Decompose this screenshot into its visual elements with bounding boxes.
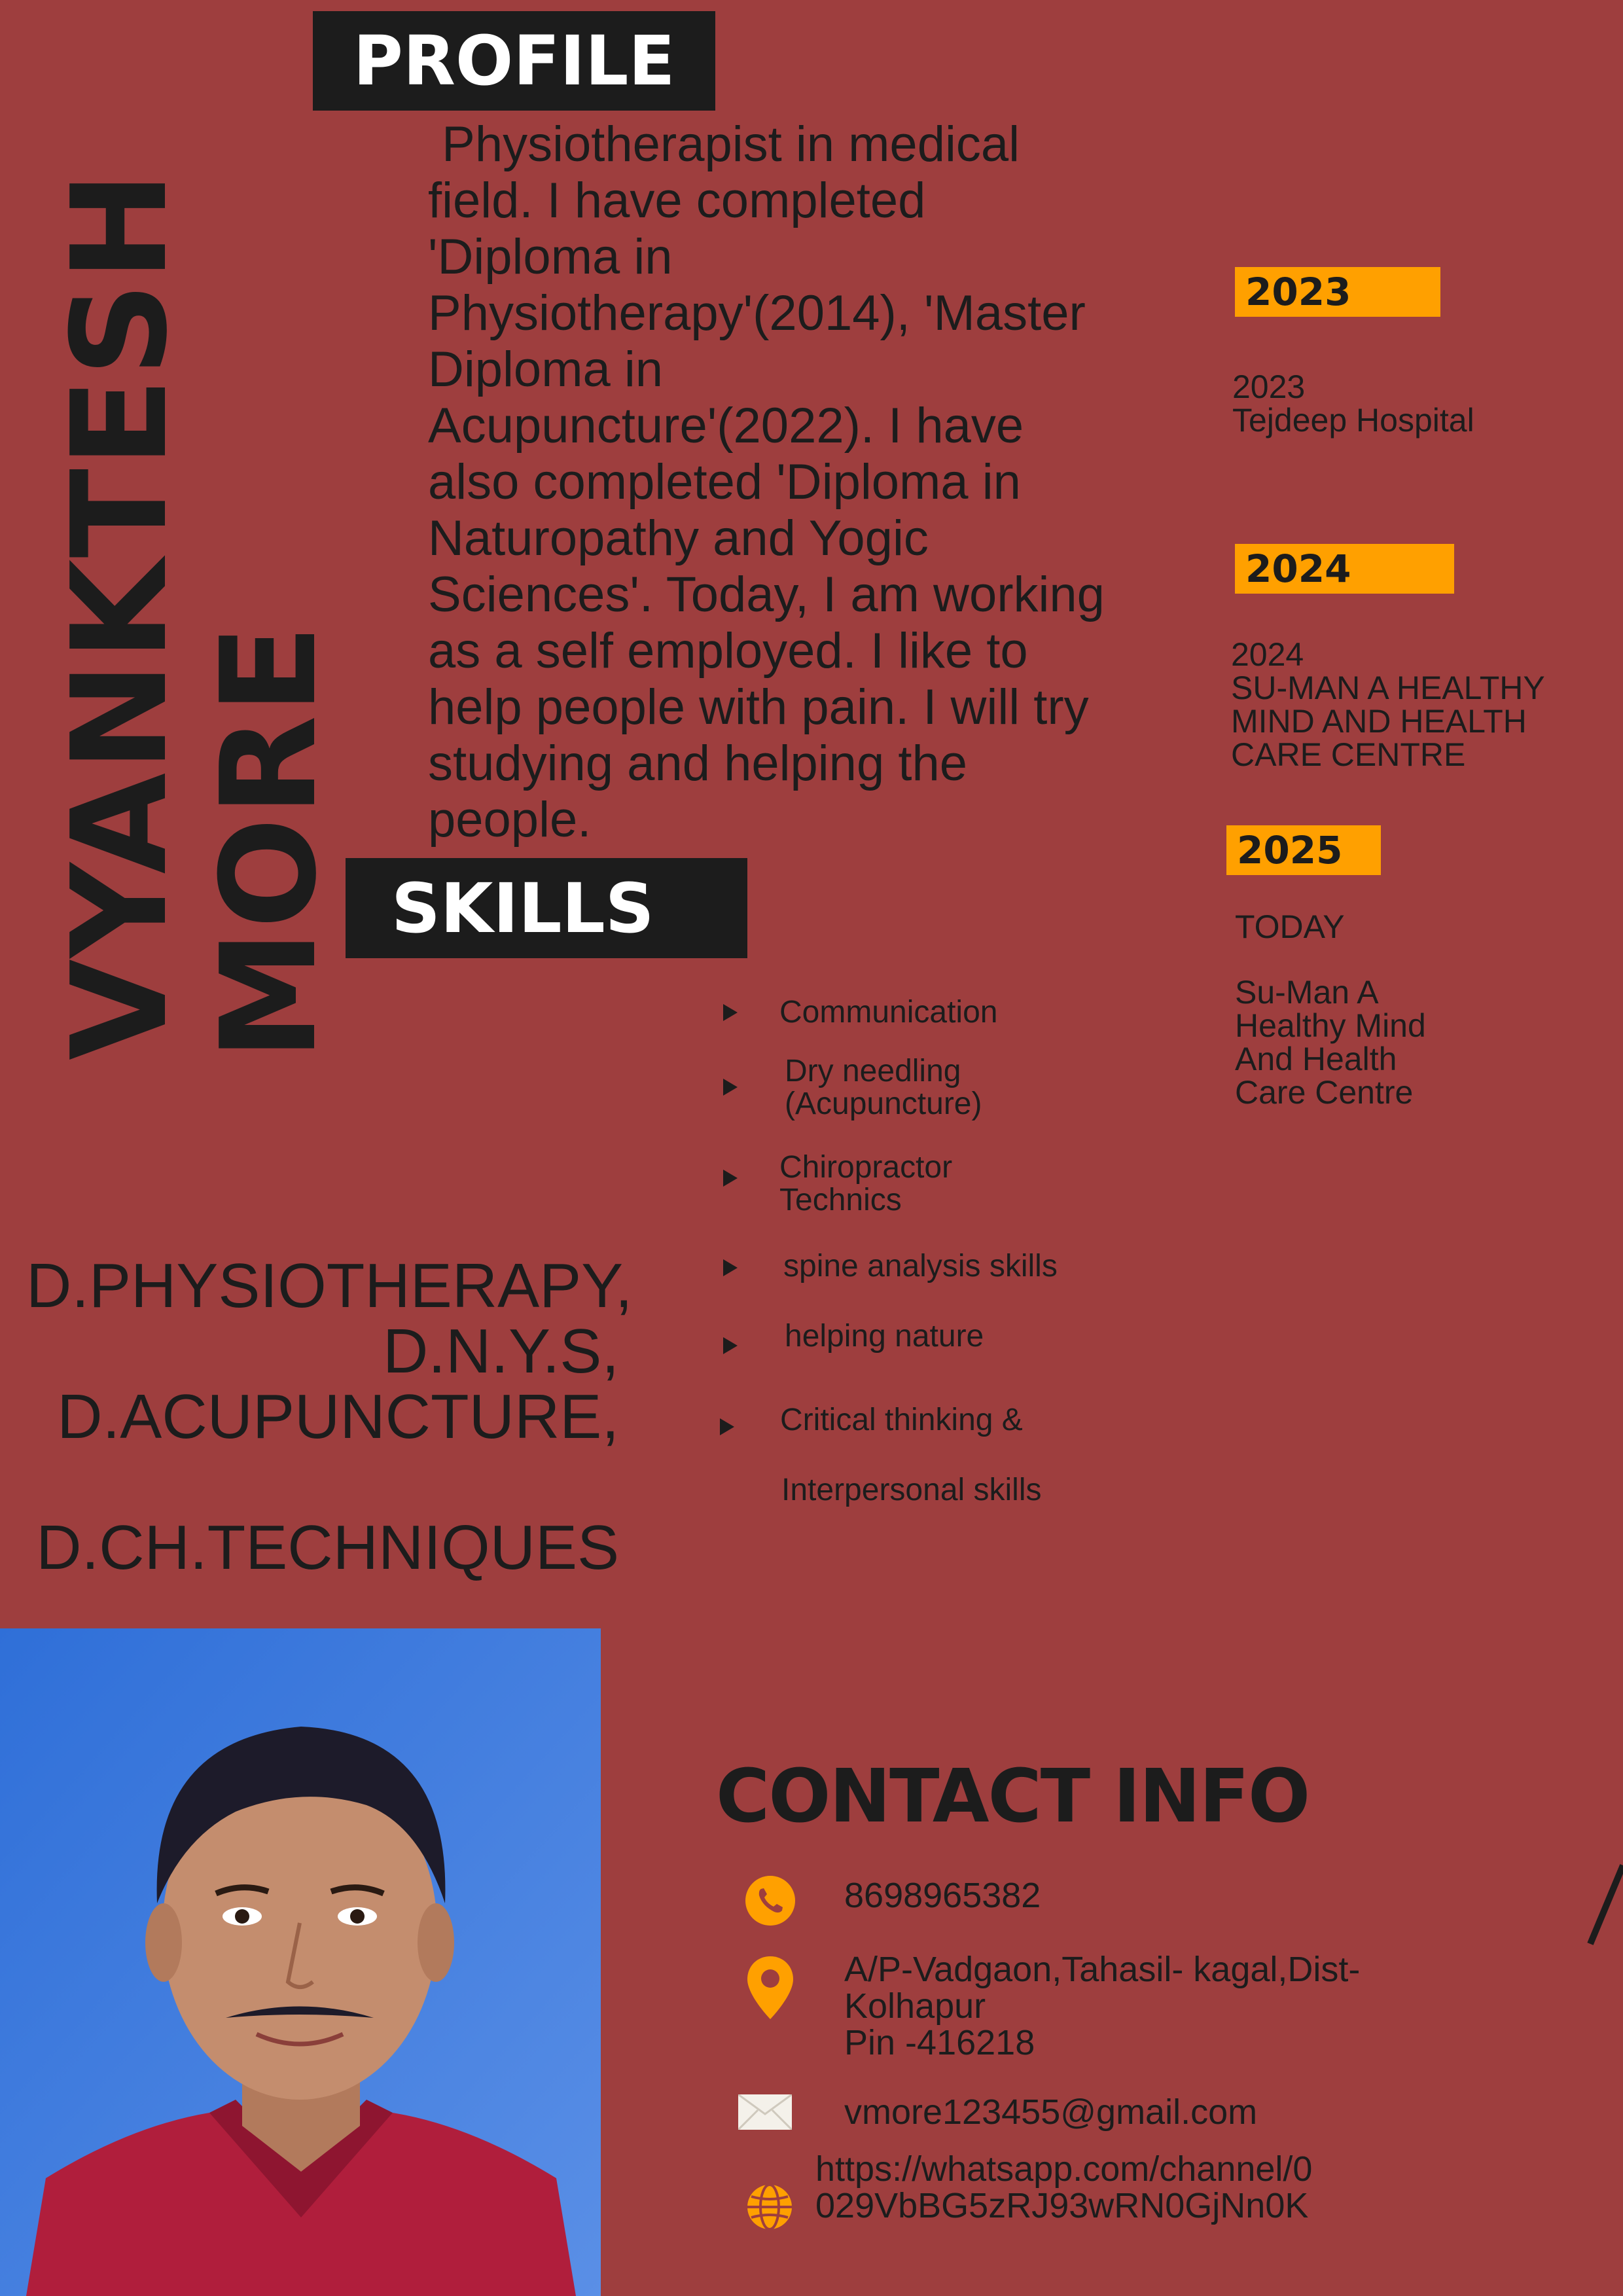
timeline-entry-2024: 2024 SU-MAN A HEALTHY MIND AND HEALTH CARE CENTRE: [1231, 636, 1545, 773]
portrait-illustration: [0, 1628, 601, 2296]
timeline-entry-today: TODAY: [1235, 908, 1345, 945]
skill-label: Dry needling (Acupuncture): [785, 1054, 982, 1121]
arrow-bullet-icon: [723, 1337, 738, 1354]
skills-heading: SKILLS: [346, 858, 747, 958]
skill-label-continued: Interpersonal skills: [781, 1473, 1042, 1507]
year-badge-2023: 2023: [1235, 267, 1440, 317]
vertical-name: [46, 118, 344, 1060]
profile-photo: [0, 1628, 601, 2296]
year-badge-2024: 2024: [1235, 544, 1454, 594]
timeline-entry-current-workplace: Su-Man A Healthy Mind And Health Care Centre: [1235, 974, 1426, 1111]
first-name: VYANKTESH: [44, 170, 196, 1060]
arrow-bullet-icon: [723, 1079, 738, 1096]
profile-heading: PROFILE: [313, 11, 715, 111]
arrow-bullet-icon: [723, 1259, 738, 1276]
skill-item: [723, 1151, 952, 1217]
skill-item: [720, 1404, 1023, 1437]
year-badge-2025: 2025: [1226, 825, 1381, 875]
envelope-icon: [738, 2094, 792, 2130]
contact-heading: CONTACT INFO: [716, 1754, 1310, 1839]
arrow-bullet-icon: [720, 1418, 734, 1435]
skill-item: [723, 1320, 984, 1354]
globe-icon: [746, 2183, 793, 2231]
skill-item: [723, 996, 997, 1029]
phone-icon: [745, 1876, 795, 1926]
qualifications: D.PHYSIOTHERAPY, D.N.Y.S, D.ACUPUNCTURE, D.CH.TECHNIQUES: [26, 1251, 633, 1583]
arrow-bullet-icon: [723, 1004, 738, 1021]
whatsapp-channel-link[interactable]: https://whatsapp.com/channel/0 029VbBG5zRJ93wRN0GjNn0K: [815, 2149, 1313, 2225]
skill-item: [723, 1055, 982, 1121]
last-name: MORE: [193, 623, 346, 1060]
decorative-slash: [1584, 1859, 1623, 1950]
skill-label: Critical thinking &: [780, 1403, 1023, 1437]
email-address[interactable]: vmore123455@gmail.com: [844, 2092, 1258, 2132]
skill-label: spine analysis skills: [783, 1249, 1058, 1283]
profile-description: Physiotherapist in medical field. I have completed 'Diploma in Physiotherapy'(2014), 'Master Diploma in Acupuncture'(2022). I have also completed 'Diploma in Naturopathy and Yogic Sciences'. Today, I am working as a self employed. I like to help people with pain. I will try studying and helping the people.: [428, 117, 1105, 848]
skill-item: [723, 1250, 1058, 1283]
location-pin-icon: [747, 1956, 793, 2019]
timeline-entry-2023: 2023 Tejdeep Hospital: [1232, 368, 1474, 439]
arrow-bullet-icon: [723, 1170, 738, 1187]
skill-label: Communication: [779, 995, 998, 1030]
skill-label: helping nature: [785, 1319, 984, 1354]
phone-number[interactable]: 8698965382: [844, 1876, 1041, 1915]
address: A/P-Vadgaon,Tahasil- kagal,Dist- Kolhapur Pin -416218: [844, 1950, 1361, 2062]
skill-label: Chiropractor Technics: [779, 1150, 953, 1217]
